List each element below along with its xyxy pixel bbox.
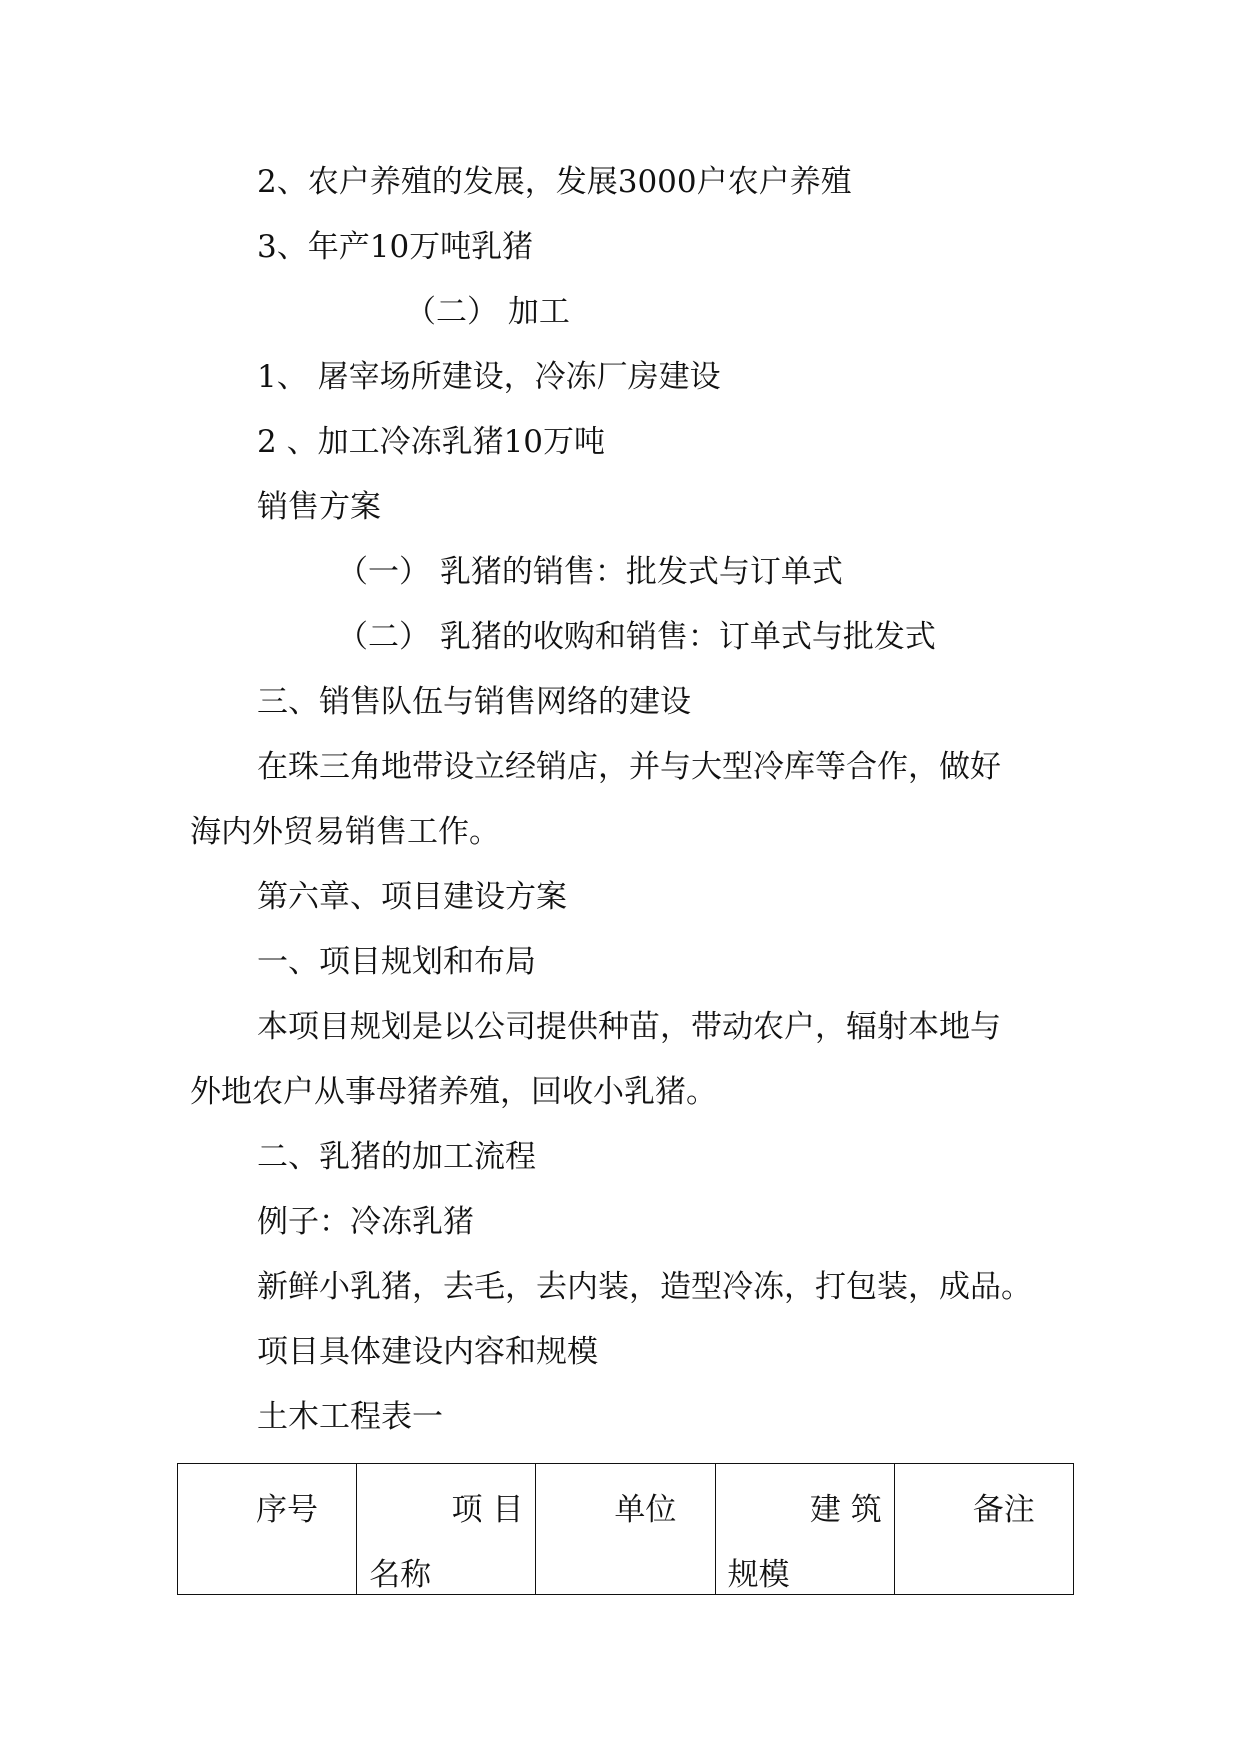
header-item-name: 项 目 (451, 1492, 524, 1528)
header-serial-number: 序号 (256, 1492, 318, 1528)
table-header-row (178, 1464, 1074, 1595)
header-unit: 单位 (614, 1492, 677, 1528)
paragraph-line: 本项目规划是以公司提供种苗，带动农户，辐射本地与 (257, 1009, 1001, 1045)
table-header-cell (536, 1464, 715, 1595)
header-item-name-line2: 名称 (369, 1557, 432, 1593)
table-header-cell (715, 1464, 894, 1595)
table-header-cell (178, 1464, 357, 1595)
text-line: 2 、加工冷冻乳猪10万吨 (257, 424, 606, 460)
section-heading: 二、乳猪的加工流程 (257, 1139, 536, 1175)
section-heading: 一、项目规划和布局 (257, 944, 536, 980)
text-line: 2、农户养殖的发展，发展3000户农户养殖 (257, 164, 852, 200)
paragraph-line: 在珠三角地带设立经销店，并与大型冷库等合作，做好 (257, 749, 1001, 785)
table-header-cell (894, 1464, 1073, 1595)
section-heading: 三、销售队伍与销售网络的建设 (257, 684, 691, 720)
header-remarks: 备注 (972, 1492, 1035, 1528)
text-line: 1、 屠宰场所建设，冷冻厂房建设 (257, 359, 721, 395)
text-line: 新鲜小乳猪，去毛，去内装，造型冷冻，打包装，成品。 (257, 1269, 1032, 1305)
text-line: （二） 乳猪的收购和销售：订单式与批发式 (337, 619, 936, 655)
text-line: （一） 乳猪的销售：批发式与订单式 (337, 554, 843, 590)
paragraph-line: 外地农户从事母猪养殖，回收小乳猪。 (190, 1074, 717, 1110)
civil-engineering-table (177, 1463, 1074, 1595)
header-building-scale: 建 筑 (809, 1492, 882, 1528)
section-heading: 销售方案 (257, 489, 381, 525)
chapter-heading: 第六章、项目建设方案 (257, 879, 567, 915)
text-line: 例子：冷冻乳猪 (257, 1204, 474, 1240)
table-caption: 土木工程表一 (257, 1399, 443, 1435)
table-header-cell (357, 1464, 536, 1595)
header-building-scale-line2: 规模 (727, 1557, 790, 1593)
text-line: 3、年产10万吨乳猪 (257, 229, 534, 265)
section-heading: 项目具体建设内容和规模 (257, 1334, 598, 1370)
section-heading: （二） 加工 (405, 294, 570, 330)
paragraph-line: 海内外贸易销售工作。 (190, 814, 500, 850)
